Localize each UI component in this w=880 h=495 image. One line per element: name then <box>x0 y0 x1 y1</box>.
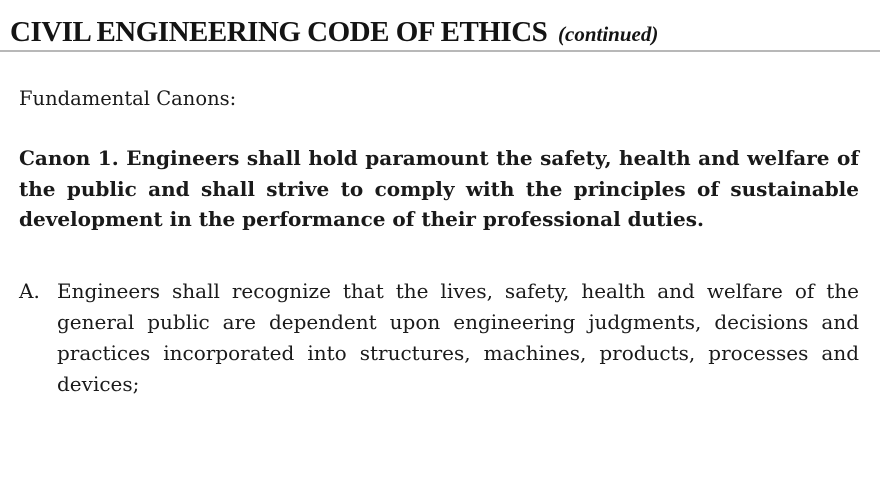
list-item-text: Engineers shall recognize that the lives, safety, health and welfare of the general public are dependent upon engineering judgments, decisions and practices incorporated into structures, machines, products, processes and devices; <box>57 278 859 396</box>
title-text: CIVIL ENGINEERING CODE OF ETHICS <box>10 16 548 48</box>
list-item-marker: A. <box>19 278 40 303</box>
list-item <box>19 276 859 400</box>
fundamental-canons-heading: Fundamental Canons: <box>19 87 237 110</box>
title-bar <box>0 0 880 52</box>
page-title <box>10 15 658 51</box>
canon-1-statement: Canon 1. Engineers shall hold paramount the safety, health and welfare of the public and shall strive to comply with the principles of sustainable development in the performance of their professional duties. <box>19 146 859 231</box>
slide-body <box>19 83 859 400</box>
title-continued: (continued) <box>558 22 659 46</box>
